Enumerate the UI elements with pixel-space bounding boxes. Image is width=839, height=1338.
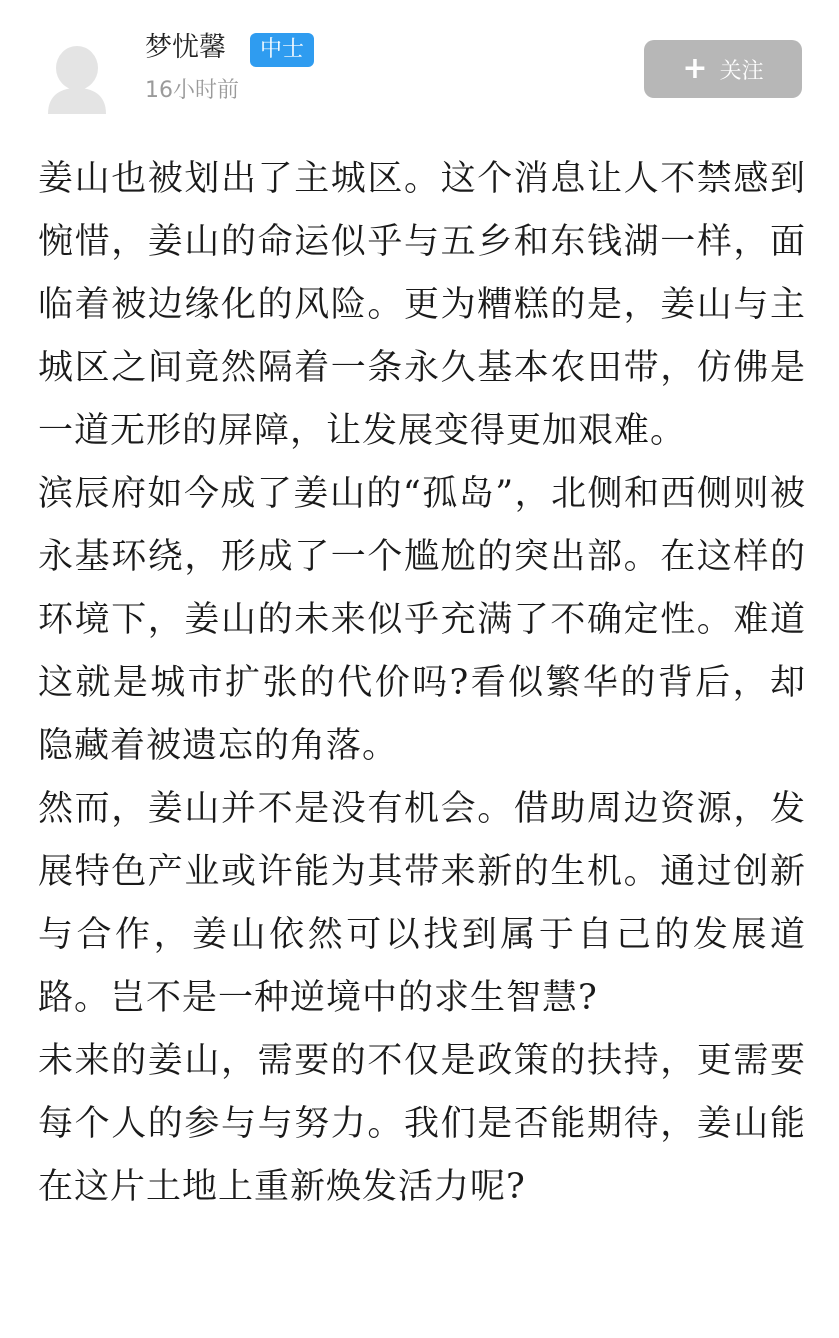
article-paragraph: 然而，姜山并不是没有机会。借助周边资源，发展特色产业或许能为其带来新的生机。通过创新与合作，姜山依然可以找到属于自己的发展道路。岂不是一种逆境中的求生智慧? (38, 789, 806, 1018)
rank-badge: 中士 (250, 33, 314, 67)
article-paragraph: 姜山也被划出了主城区。这个消息让人不禁感到惋惜，姜山的命运似乎与五乡和东钱湖一样，面临着被边缘化的风险。更为糟糕的是，姜山与主城区之间竟然隔着一条永久基本农田带，仿佛是一道无形的屏障，让发展变得更加艰难。 (38, 159, 806, 451)
follow-button-label: 关注 (719, 58, 764, 84)
post-timestamp: 16小时前 (145, 78, 239, 103)
article-paragraph: 未来的姜山，需要的不仅是政策的扶持，更需要每个人的参与与努力。我们是否能期待，姜山能在这片土地上重新焕发活力呢? (38, 1041, 806, 1207)
article-body (38, 148, 806, 1219)
plus-icon: + (682, 51, 708, 86)
avatar[interactable] (44, 40, 110, 114)
follow-button[interactable] (644, 40, 802, 98)
article-paragraph: 滨辰府如今成了姜山的“孤岛”，北侧和西侧则被永基环绕，形成了一个尴尬的突出部。在这样的环境下，姜山的未来似乎充满了不确定性。难道这就是城市扩张的代价吗?看似繁华的背后，却隐藏着被遗忘的角落。 (38, 474, 806, 766)
username[interactable]: 梦忧馨 (145, 32, 226, 63)
post-header (0, 0, 839, 130)
